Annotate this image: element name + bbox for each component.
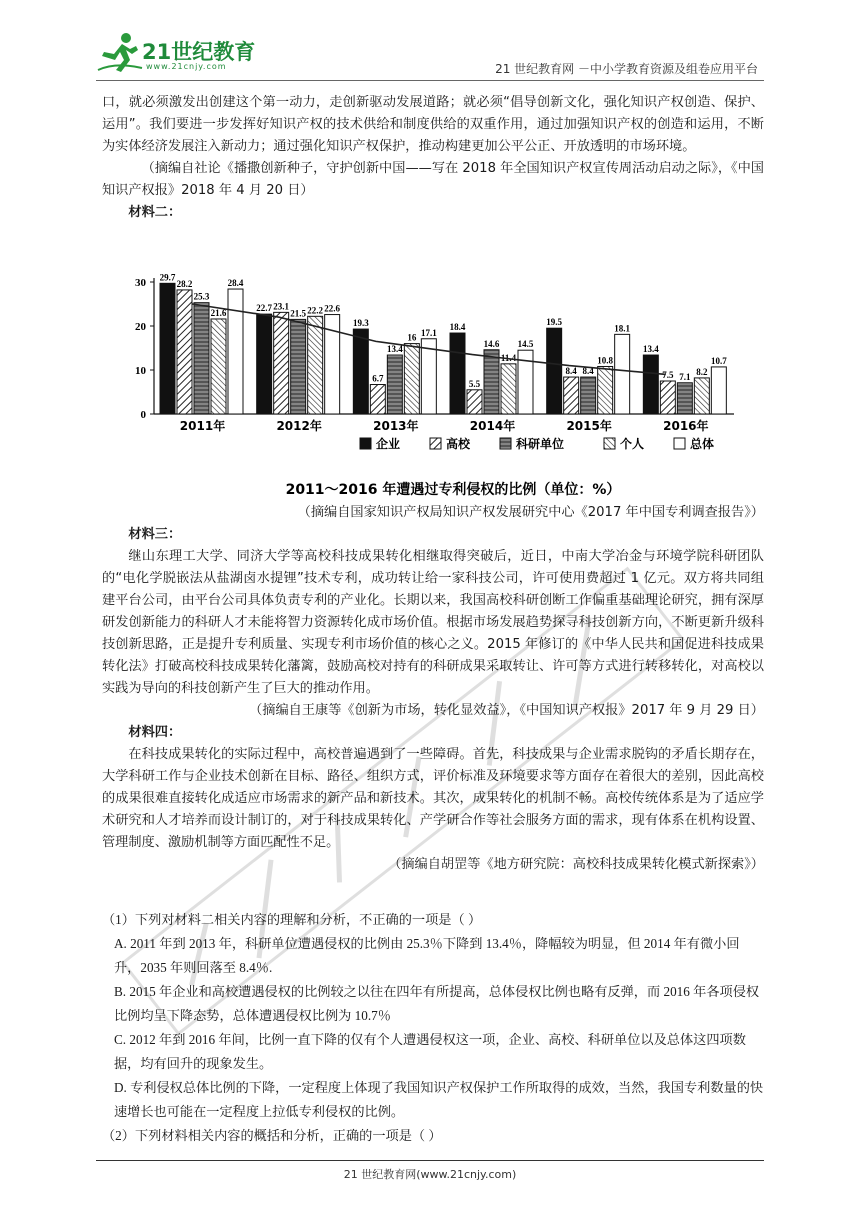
bar-科研单位-2013年 [387,355,402,414]
legend-label: 个人 [620,437,645,451]
data-label: 10.8 [597,355,614,366]
bar-科研单位-2011年 [194,303,209,414]
category-label: 2011年 [179,419,226,433]
y-tick-label: 20 [135,321,146,333]
data-label: 29.7 [159,272,176,283]
data-label: 8.4 [582,366,594,377]
material4-source: （摘编自胡罡等《地方研究院：高校科技成果转化模式新探索》） [388,857,764,872]
category-label: 2015年 [566,419,612,433]
data-label: 13.4 [386,344,403,355]
bar-企业-2016年 [643,355,658,414]
bar-高校-2014年 [467,390,482,414]
bar-高校-2015年 [564,377,579,414]
category-label: 2016年 [663,419,709,433]
data-label: 7.1 [679,371,691,382]
data-label: 16 [407,332,417,343]
material3-block [102,502,764,876]
data-label: 5.5 [468,378,481,389]
chart-title: 2011～2016 年遭遇过专利侵权的比例（单位：%） [285,482,621,498]
q1-option-d[interactable]: D. 专利侵权总体比例的下降，一定程度上体现了我国知识产权保护工作所取得的成效，当然，我国专利数量的快速增长也可能在一定程度上拉低专利侵权的比例。 [114,1080,764,1119]
data-label: 21.5 [290,308,307,319]
data-label: 28.2 [176,278,193,289]
legend-label: 总体 [690,437,715,451]
bar-高校-2012年 [274,312,289,414]
site-logo[interactable] [96,30,266,76]
data-label: 7.5 [662,370,674,380]
bar-高校-2013年 [370,385,385,414]
data-label: 22.6 [324,303,341,314]
logo-text: 21世纪教育 [142,40,256,64]
legend-swatch [674,438,685,449]
legend-swatch [430,438,441,449]
footer-divider [96,1160,764,1161]
bar-科研单位-2016年 [677,383,692,414]
bar-高校-2016年 [660,381,675,414]
category-label: 2012年 [276,419,322,433]
data-label: 14.6 [483,338,500,349]
bar-总体-2015年 [615,334,630,414]
bar-企业-2014年 [450,333,465,414]
data-label: 17.1 [420,327,437,338]
q1-option-c[interactable]: C. 2012 年到 2016 年间，比例一直下降的仅有个人遭遇侵权这一项，企业、高校、科研单位以及总体这四项数据，均有回升的现象发生。 [114,1032,746,1071]
data-label: 6.7 [372,373,384,384]
data-label: 18.1 [614,323,631,334]
y-tick-label: 30 [135,277,146,289]
header-site-title: 21 世纪教育网 －中小学教育资源及组卷应用平台 [495,62,758,76]
data-label: 13.4 [642,344,659,355]
data-label: 11.4 [500,352,517,363]
data-label: 19.5 [546,317,563,328]
bar-科研单位-2012年 [291,319,306,414]
y-tick-label: 0 [140,409,146,421]
legend-label: 科研单位 [516,437,565,451]
data-label: 22.7 [256,303,273,314]
material1-paragraph: 口，就必须激发出创建这个第一动力，走创新驱动发展道路；就必须“倡导创新文化，强化知识产权创造、保护、运用”。我们要进一步发挥好知识产权的技术供给和制度供给的双重作用，通过加强知识产权的创造和运用，不断为实体经济发展注入新动力；通过强化知识产权保护，推动构建更加公平公正、开放透明的市场环境。 [102,95,764,154]
bar-个人-2012年 [308,316,323,414]
bar-企业-2013年 [353,329,368,414]
q2-stem: （2）下列材料相关内容的概括和分析，正确的一项是（ ） [102,1128,442,1143]
material2-label: 材料二： [128,205,182,220]
logo-url: www.21cnjy.com [146,62,227,71]
bar-企业-2012年 [257,314,272,414]
header-divider [96,80,764,81]
q1-stem: （1）下列对材料二相关内容的理解和分析，不正确的一项是（ ） [102,912,482,927]
material3-body: 继山东理工大学、同济大学等高校科技成果转化相继取得突破后，近日，中南大学冶金与环境学院科研团队的“电化学脱嵌法从盐湖卤水提锂”技术专利，成功转让给一家科技公司，许可使用费超过 1 亿元。双方将共同组建平台公司，由平台公司具体负责专利的产业化。长期以来，我国高校科研创断工作偏重基础理论研究，拥有深厚研发创新能力的科研人才未能将智力资源转化成市场价值。根据市场发展趋势探寻科技创新方向，不断更新升级科技创新思路，正是提升专利质量、实现专利市场价值的核心之义。2015 年修订的《中华人民共和国促进科技成果转化法》打破高校科技成果转化藩篱，鼓励高校对持有的科研成果采取转让、许可等方式进行转移转化，对高校以实践为导向的科技创新产生了巨大的推动作用。 [102,549,764,696]
bar-总体-2016年 [711,367,726,414]
legend-label: 高校 [446,437,471,451]
legend-swatch [360,438,371,449]
page-header [96,30,764,80]
material4-label: 材料四： [128,725,182,740]
data-label: 19.3 [352,318,369,329]
bar-企业-2015年 [547,328,562,414]
data-label: 22.2 [307,305,324,316]
material1-source: （摘编自社论《播撒创新种子，守护创新中国——写在 2018 年全国知识产权宣传周活动启动之际》，《中国知识产权报》2018 年 4 月 20 日） [102,161,764,198]
q1-option-b[interactable]: B. 2015 年企业和高校遭遇侵权的比例较之以往在四年有所提高，总体侵权比例也略有反弹，而 2016 年各项侵权比例均呈下降态势，总体遭遇侵权比例为 10.7％ [114,984,760,1023]
material3-source: （摘编自王康等《创新为市场，转化显效益》，《中国知识产权报》2017 年 9 月 29 日） [249,703,764,718]
data-label: 28.4 [227,278,244,289]
material3-label: 材料三： [128,527,182,542]
bar-个人-2011年 [211,319,226,414]
patent-infringement-chart [128,266,768,514]
data-label: 18.4 [449,322,466,333]
material2-source: （摘编自国家知识产权局知识产权发展研究中心《2017 年中国专利调查报告》） [297,505,764,520]
runner-logo-icon [96,30,144,76]
data-label: 14.5 [517,339,534,350]
bar-个人-2013年 [404,344,419,414]
bar-个人-2014年 [501,364,516,414]
material4-body: 在科技成果转化的实际过程中，高校普遍遇到了一些障碍。首先，科技成果与企业需求脱钩的矛盾长期存在，大学科研工作与企业技术创新在目标、路径、组织方式，评价标准及环境要求等方面存在着很大的差别，因此高校的成果很难直接转化成适应市场需求的新产品和新技术。其次，成果转化的机制不畅。高校传统体系是为了适应学术研究和人才培养而设计制订的，对于科技成果转化、产学研合作等社会服务方面的需求，现有体系在机构设置、管理制度、激励机制等方面匹配性不足。 [102,747,764,850]
data-label: 10.7 [710,355,727,366]
question-1 [102,908,764,1148]
legend-swatch [500,438,511,449]
material1-tail [102,92,764,224]
bar-总体-2011年 [228,289,243,414]
legend-swatch [604,438,615,449]
y-tick-label: 10 [135,365,146,377]
bar-个人-2016年 [694,378,709,414]
bar-高校-2011年 [177,290,192,414]
q1-option-a[interactable]: A. 2011 年到 2013 年，科研单位遭遇侵权的比例由 25.3％下降到 13.4％，降幅较为明显，但 2014 年有微小回升，2035 年则回落至 8.4％. [114,936,740,975]
data-label: 23.1 [273,301,290,312]
data-label: 21.6 [210,307,227,318]
bar-个人-2015年 [598,366,613,414]
data-label: 8.4 [565,366,577,377]
chart-svg [128,266,768,514]
legend-label: 企业 [376,437,401,451]
data-label: 8.2 [696,366,708,377]
category-label: 2013年 [373,419,419,433]
bar-科研单位-2014年 [484,350,499,414]
bar-科研单位-2015年 [581,377,596,414]
data-label: 25.3 [193,291,210,302]
category-label: 2014年 [469,419,516,433]
bar-企业-2011年 [160,283,175,414]
page-footer[interactable]: 21 世纪教育网(www.21cnjy.com) [343,1168,517,1181]
